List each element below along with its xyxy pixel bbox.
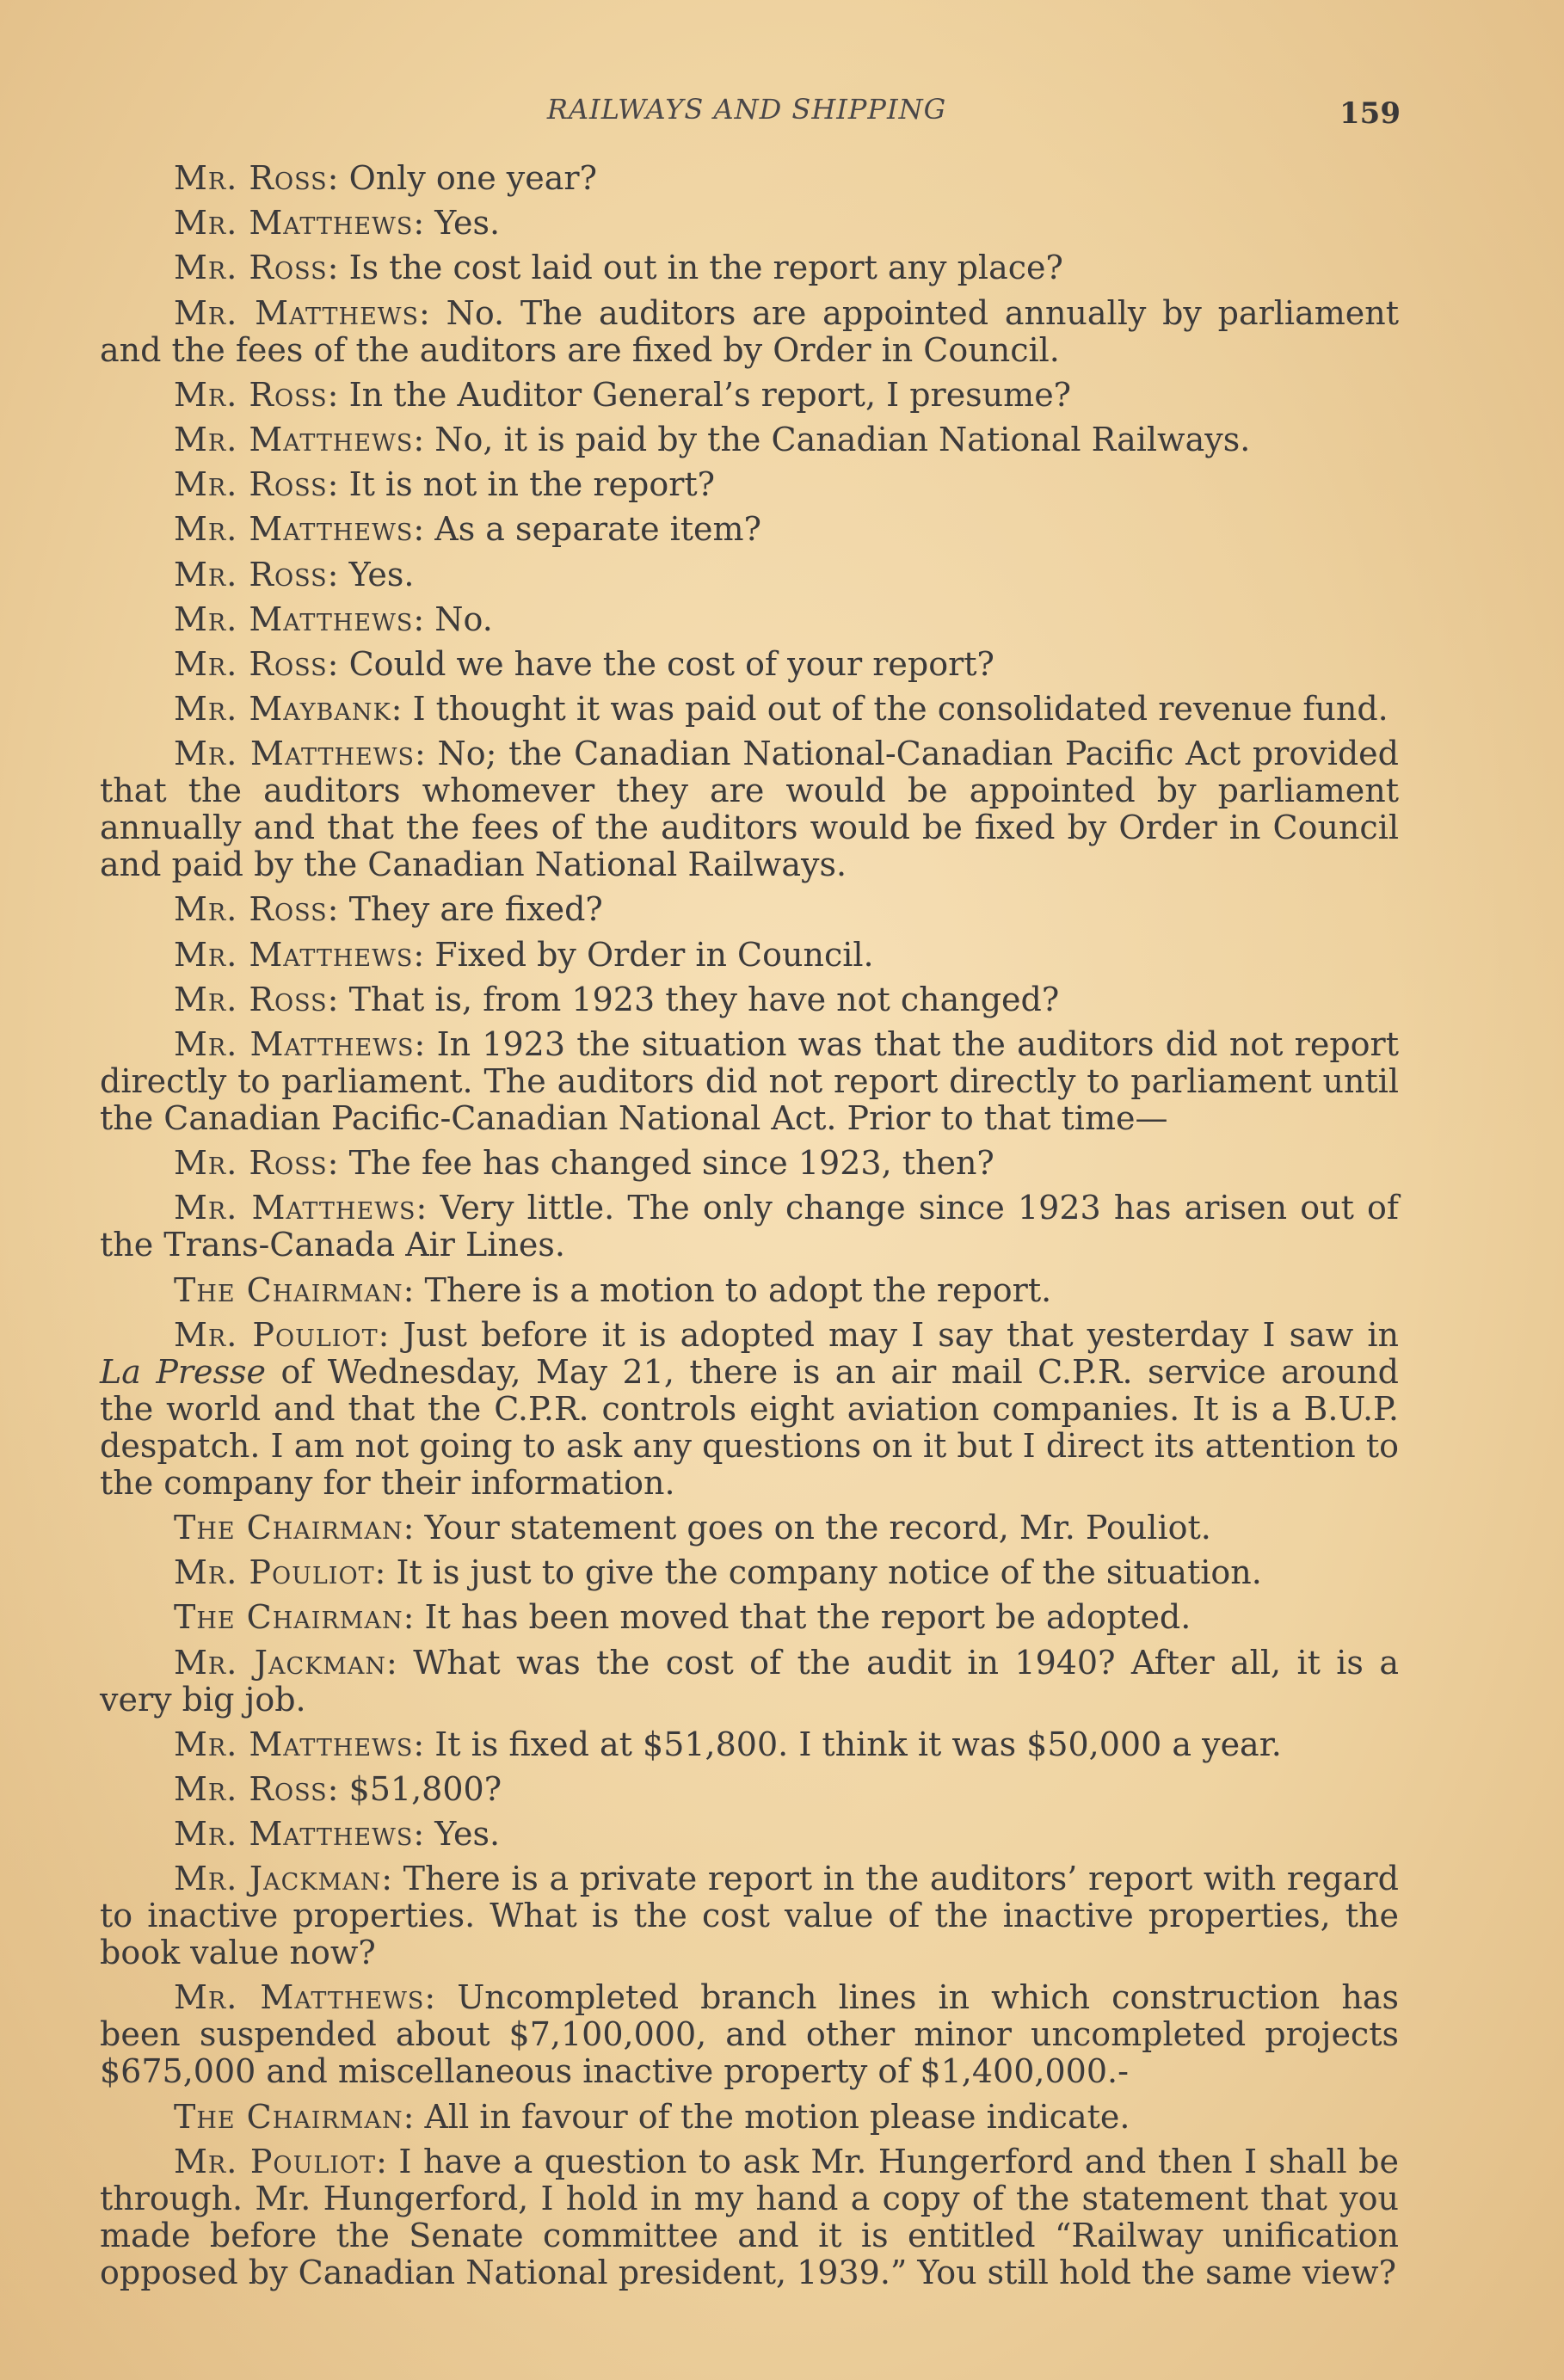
speaker-name: Mr. Matthews (174, 1189, 416, 1227)
speaker-name: Mr. Ross (174, 980, 328, 1018)
transcript-paragraph: Mr. Matthews: In 1923 the situation was that the auditors did not report directly to parliament. The auditors did not report directly to parliament until the Canadian Pacific-Canadian National Act. Prior to that time— (100, 1025, 1399, 1137)
speech-text: Yes. (434, 1815, 501, 1854)
speaker-name: Mr. Matthews (174, 1025, 415, 1063)
speaker-name: Mr. Pouliot (174, 1553, 375, 1592)
speaker-name: Mr. Ross (174, 375, 328, 414)
speaker-name: The Chairman (174, 1508, 403, 1547)
transcript-paragraph: The Chairman: It has been moved that the report be adopted. (174, 1598, 1191, 1637)
speech-text: Yes. (434, 204, 501, 243)
speaker-name: Mr. Jackman (174, 1860, 382, 1898)
transcript-paragraph: Mr. Matthews: Yes. (174, 204, 501, 243)
transcript-paragraph: Mr. Ross: Could we have the cost of your report? (174, 644, 994, 683)
speech-text: The fee has changed since 1923, then? (348, 1144, 994, 1183)
transcript-paragraph: Mr. Ross: That is, from 1923 they have not changed? (174, 980, 1060, 1018)
transcript-paragraph: Mr. Matthews: It is fixed at $51,800. I think it was $50,000 a year. (174, 1725, 1282, 1763)
speaker-name: The Chairman (174, 1270, 403, 1309)
transcript-paragraph: Mr. Ross: The fee has changed since 1923, then? (174, 1144, 994, 1183)
transcript-paragraph: The Chairman: There is a motion to adopt the report. (174, 1270, 1052, 1309)
speech-text: It is fixed at $51,800. I think it was $50,000 a year. (434, 1725, 1282, 1763)
transcript-paragraph: Mr. Matthews: Fixed by Order in Council. (174, 935, 874, 974)
transcript-paragraph: Mr. Matthews: Yes. (174, 1815, 501, 1854)
transcript-paragraph: Mr. Jackman: There is a private report in the auditors’ report with regard to inactive properties. What is the cost value of the inactive properties, the book value now? (100, 1860, 1399, 1972)
speech-text: They are fixed? (348, 890, 603, 929)
speaker-name: Mr. Matthews (174, 420, 414, 458)
speaker-name: Mr. Ross (174, 555, 328, 593)
transcript-paragraph: Mr. Matthews: No; the Canadian National-Canadian Pacific Act provided that the auditors whomever they are would be appointed by parliament annually and that the fees of the auditors would be fixed by Order in Council and paid by the Canadian National Railways. (100, 735, 1399, 884)
page-number: 159 (1339, 96, 1401, 131)
transcript-paragraph: Mr. Pouliot: I have a question to ask Mr. Hungerford and then I shall be through. Mr. Hungerford, I hold in my hand a copy of the statement that you made before the Senate committee and it is entitled “Railway unification opposed by Canadian National president, 1939.” You still hold the same view? (100, 2142, 1399, 2291)
transcript-paragraph: Mr. Matthews: No. (174, 600, 493, 638)
transcript-paragraph: Mr. Ross: Yes. (174, 555, 415, 593)
running-head: RAILWAYS AND SHIPPING (546, 93, 947, 126)
transcript-paragraph: Mr. Ross: $51,800? (174, 1769, 502, 1808)
speech-text: Is the cost laid out in the report any place? (348, 249, 1063, 287)
speech-text: Uncompleted branch lines in which construction has been suspended about $7,100,000, and other minor uncompleted projects $675,000 and miscellaneous inactive property of $1,400,000.- (100, 1978, 1399, 2091)
transcript-paragraph: Mr. Pouliot: It is just to give the company notice of the situation. (174, 1553, 1262, 1592)
speaker-name: The Chairman (174, 1598, 403, 1637)
speaker-name: Mr. Matthews (174, 293, 420, 332)
speech-text: of Wednesday, May 21, there is an air mail C.P.R. service around the world and that the C.P.R. controls eight aviation companies. It is a B.U.P. despatch. I am not going to ask any questions on it but I direct its attention to the company for their information. (100, 1352, 1399, 1502)
speech-text: Fixed by Order in Council. (434, 935, 874, 974)
transcript-paragraph: The Chairman: All in favour of the motion please indicate. (174, 2097, 1130, 2136)
speaker-name: Mr. Ross (174, 159, 328, 197)
speech-text: All in favour of the motion please indicate. (424, 2097, 1130, 2136)
speaker-name: Mr. Ross (174, 249, 328, 287)
speech-text: It has been moved that the report be adopted. (424, 1598, 1191, 1637)
transcript-paragraph: Mr. Ross: Is the cost laid out in the report any place? (174, 249, 1063, 287)
speech-text: As a separate item? (434, 510, 761, 549)
speaker-name: Mr. Ross (174, 1769, 328, 1808)
transcript-paragraph: Mr. Matthews: As a separate item? (174, 510, 761, 549)
transcript-paragraph: Mr. Matthews: No. The auditors are appointed annually by parliament and the fees of the auditors are fixed by Order in Council. (100, 293, 1399, 369)
transcript-paragraph: Mr. Ross: Only one year? (174, 159, 597, 197)
speech-text: That is, from 1923 they have not changed? (348, 980, 1060, 1018)
transcript-paragraph: The Chairman: Your statement goes on the record, Mr. Pouliot. (174, 1508, 1211, 1547)
speech-text: I thought it was paid out of the consolidated revenue fund. (412, 690, 1389, 729)
speech-text: Very little. The only change since 1923 has arisen out of the Trans-Canada Air Lines. (100, 1189, 1399, 1264)
transcript-paragraph: Mr. Matthews: Uncompleted branch lines in which construction has been suspended about $7,100,000, and other minor uncompleted projects $675,000 and miscellaneous inactive property of $1,400,000.- (100, 1978, 1399, 2091)
speaker-name: Mr. Pouliot (174, 2142, 377, 2180)
speaker-name: Mr. Ross (174, 465, 328, 504)
speech-text: Just before it is adopted may I say that yesterday I saw in (403, 1315, 1399, 1354)
speech-text: No. The auditors are appointed annually by parliament and the fees of the auditors are fixed by Order in Council. (100, 293, 1399, 369)
speaker-name: Mr. Ross (174, 644, 328, 683)
speaker-name: Mr. Matthews (174, 935, 414, 974)
speech-text: There is a motion to adopt the report. (424, 1270, 1052, 1309)
speaker-name: Mr. Matthews (174, 735, 415, 773)
speech-text: Only one year? (348, 159, 597, 197)
speech-text: $51,800? (348, 1769, 502, 1808)
speech-text: I have a question to ask Mr. Hungerford and then I shall be through. Mr. Hungerford, I hold in my hand a copy of the statement that you made before the Senate committee and it is entitled “Railway unification opposed by Canadian National president, 1939.” You still hold the same view? (100, 2142, 1399, 2291)
speech-text: What was the cost of the audit in 1940? After all, it is a very big job. (100, 1643, 1399, 1719)
speaker-name: Mr. Matthews (174, 600, 414, 638)
speaker-name: Mr. Maybank (174, 690, 391, 729)
speech-text: Could we have the cost of your report? (348, 644, 994, 683)
transcript-paragraph: Mr. Ross: In the Auditor General’s report, I presume? (174, 375, 1072, 414)
speaker-name: Mr. Matthews (174, 1978, 425, 2017)
speaker-name: Mr. Matthews (174, 204, 414, 243)
speech-text: Yes. (348, 555, 415, 593)
speech-text: In the Auditor General’s report, I presume? (348, 375, 1072, 414)
speech-text: There is a private report in the auditors’ report with regard to inactive properties. What is the cost value of the inactive properties, the book value now? (100, 1860, 1399, 1972)
transcript-paragraph: Mr. Ross: It is not in the report? (174, 465, 716, 504)
speech-text: It is just to give the company notice of the situation. (396, 1553, 1262, 1592)
speaker-name: Mr. Matthews (174, 1725, 414, 1763)
transcript-paragraph: Mr. Maybank: I thought it was paid out of the consolidated revenue fund. (174, 690, 1389, 729)
transcript-paragraph: Mr. Matthews: Very little. The only change since 1923 has arisen out of the Trans-Canada Air Lines. (100, 1189, 1399, 1264)
speaker-name: Mr. Jackman (174, 1643, 387, 1682)
speaker-name: Mr. Matthews (174, 1815, 414, 1854)
transcript-paragraph: Mr. Jackman: What was the cost of the audit in 1940? After all, it is a very big job. (100, 1643, 1399, 1719)
speech-text: It is not in the report? (348, 465, 716, 504)
speaker-name: Mr. Ross (174, 1144, 328, 1183)
transcript-paragraph: Mr. Pouliot: Just before it is adopted may I say that yesterday I saw in La Presse of Wednesday, May 21, there is an air mail C.P.R. service around the world and that the C.P.R. controls eight aviation companies. It is a B.U.P. despatch. I am not going to ask any questions on it but I direct its attention to the company for their information. (100, 1315, 1399, 1502)
speaker-name: Mr. Ross (174, 890, 328, 929)
speaker-name: Mr. Pouliot (174, 1315, 379, 1354)
speech-text: Your statement goes on the record, Mr. Pouliot. (424, 1508, 1211, 1547)
transcript-paragraph: Mr. Matthews: No, it is paid by the Canadian National Railways. (174, 420, 1251, 458)
speech-text: No. (434, 600, 493, 638)
speaker-name: Mr. Matthews (174, 510, 414, 549)
newspaper-title: La Presse (100, 1352, 267, 1391)
transcript-body (100, 160, 1399, 2299)
speech-text: No, it is paid by the Canadian National Railways. (434, 420, 1251, 458)
transcript-paragraph: Mr. Ross: They are fixed? (174, 890, 603, 929)
speech-text: No; the Canadian National-Canadian Pacific Act provided that the auditors whomever they are would be appointed by parliament annually and that the fees of the auditors would be fixed by Order in Council and paid by the Canadian National Railways. (100, 735, 1399, 884)
page-header (102, 93, 1401, 136)
speech-text: In 1923 the situation was that the auditors did not report directly to parliament. The auditors did not report directly to parliament until the Canadian Pacific-Canadian National Act. Prior to that time— (100, 1025, 1399, 1137)
speaker-name: The Chairman (174, 2097, 403, 2136)
